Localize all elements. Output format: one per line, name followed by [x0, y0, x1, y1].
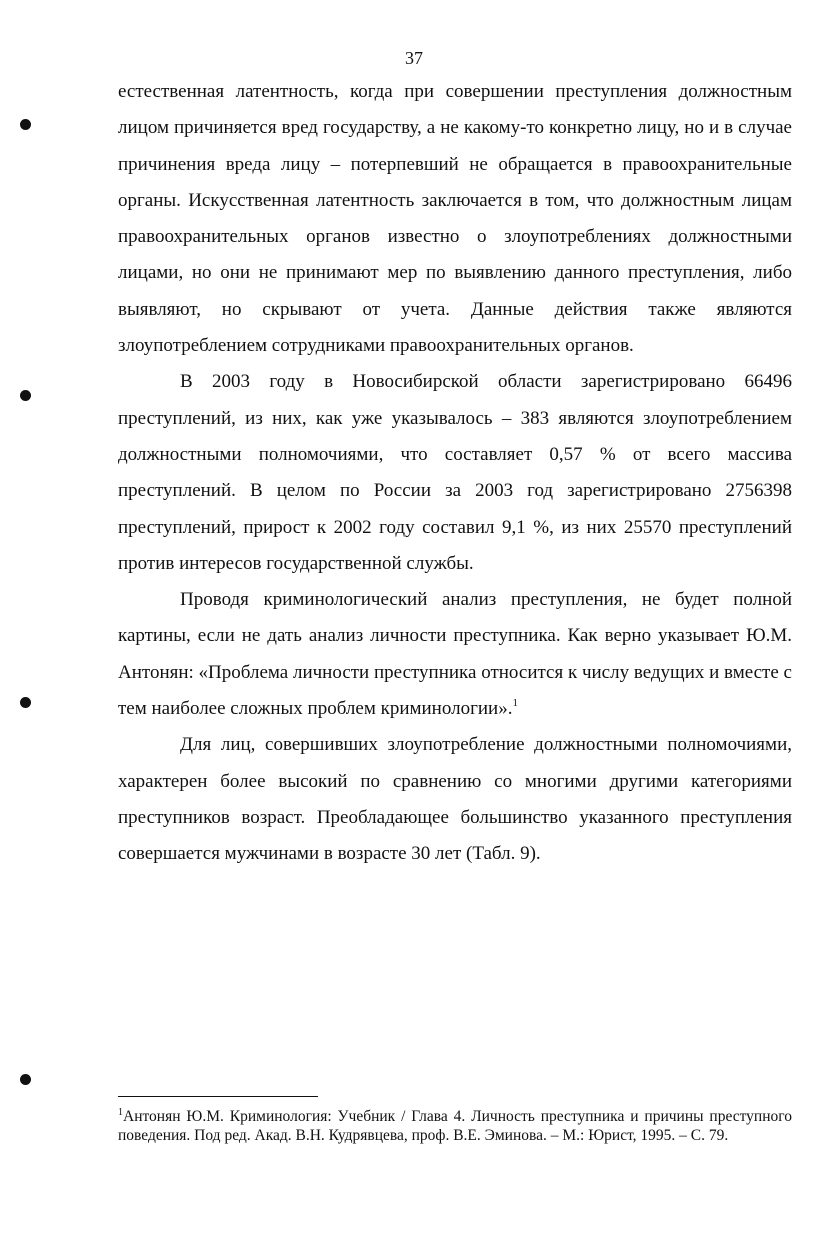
binder-hole-4 — [20, 1074, 31, 1085]
body-text — [118, 74, 792, 873]
paragraph-age — [118, 727, 792, 872]
footnote-text: Антонян Ю.М. Криминология: Учебник / Глава 4. Личность преступника и причины преступного поведения. Под ред. Акад. В.Н. Кудрявцева, проф. В.Е. Эминова. – М.: Юрист, 1995. – С. 79. — [118, 1108, 792, 1144]
paragraph-statistics — [118, 364, 792, 582]
paragraph-age-text: Для лиц, совершивших злоупотребление должностными полномочиями, характерен более высокий по сравнению со многими другими категориями преступников возраст. Преобладающее большинство указанного преступления совершается мужчинами в возрасте 30 лет (Табл. 9). — [118, 734, 792, 865]
paragraph-latency-text: естественная латентность, когда при совершении преступления должностным лицом причиняется вред государству, а не какому-то конкретно лицу, но и в случае причинения вреда лицу – потерпевший не обращается в правоохранительные органы. Искусственная латентность заключается в том, что должностным лицам правоохранительных органов известно о злоупотреблениях должностными лицами, но они не принимают мер по выявлению данного преступления, либо выявляют, но скрывают от учета. Данные действия также являются злоупотреблением сотрудниками правоохранительных органов. — [118, 81, 792, 357]
paragraph-statistics-text: В 2003 году в Новосибирской области зарегистрировано 66496 преступлений, из них, как уже указывалось – 383 являются злоупотреблением должностными полномочиями, что составляет 0,57 % от всего массива преступлений. В целом по России за 2003 год зарегистрировано 2756398 преступлений, прирост к 2002 году составил 9,1 %, из них 25570 преступлений против интересов государственной службы. — [118, 371, 792, 574]
binder-hole-2 — [20, 390, 31, 401]
page-number: 37 — [405, 48, 423, 68]
footnote-divider — [118, 1096, 318, 1097]
footnote — [118, 1107, 792, 1145]
paragraph-criminal-personality — [118, 582, 792, 727]
paragraph-latency — [118, 74, 792, 364]
footnote-reference[interactable]: 1 — [512, 697, 518, 710]
footnote-marker: 1 — [118, 1107, 123, 1118]
paragraph-criminal-personality-text: Проводя криминологический анализ преступления, не будет полной картины, если не дать анализ личности преступника. Как верно указывает Ю.М. Антонян: «Проблема личности преступника относится к числу ведущих и вместе с тем наиболее сложных проблем криминологии». — [118, 589, 792, 720]
binder-hole-3 — [20, 697, 31, 708]
binder-hole-1 — [20, 119, 31, 130]
